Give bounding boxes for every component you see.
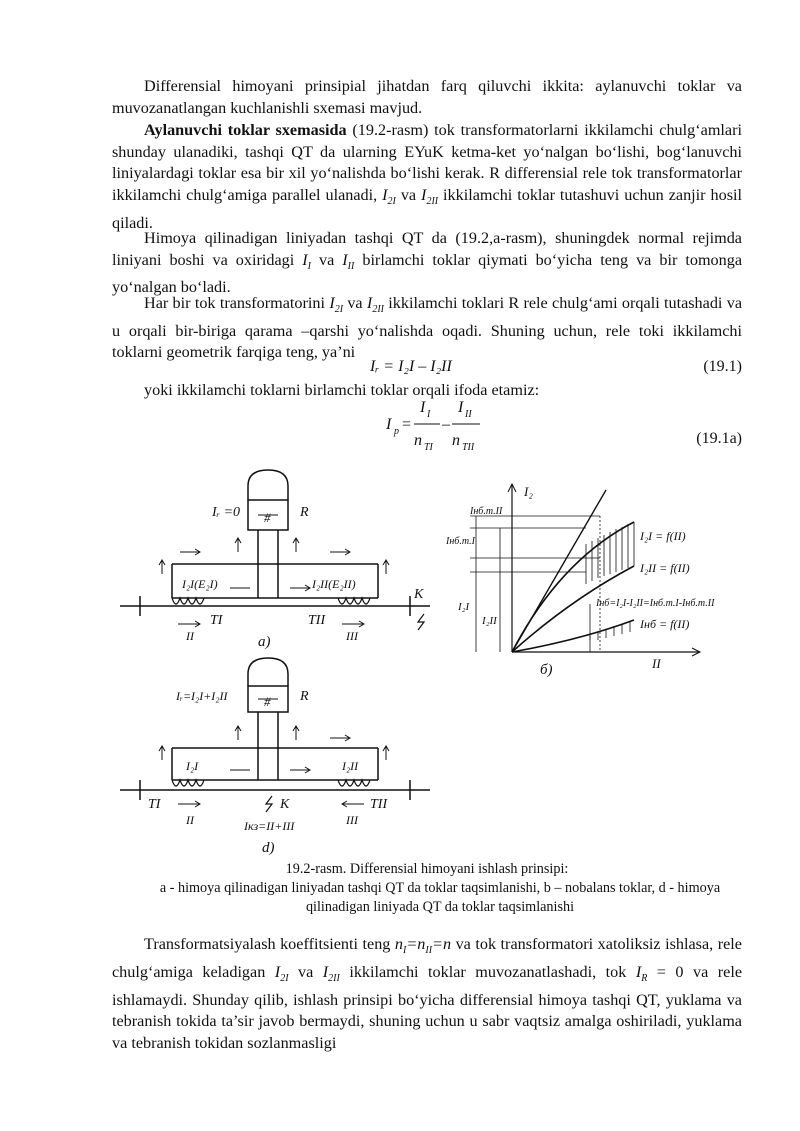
figure-caption-title: 19.2-rasm. Differensial himoyani ishlash prinsipi: [285,861,569,877]
fault-current-d: Iкз=II+III [244,819,295,833]
current-iii-d: III [346,813,358,827]
svg-text:р: р [394,426,399,437]
current-ii-d: II [186,813,194,827]
label-inb-i-b: Iнб.т.I [446,536,475,547]
graph-b [445,484,715,678]
svg-text:I: I [420,399,426,416]
subfigure-label-d: d) [262,840,275,856]
paragraph-relay-current: Har bir tok transformatorini $I_{2I}$ va $I_{2II}$ ikkilamchi toklari R rele chulg‘ami orqali tutashadi va u orqali bir-biriga qarama –qarshi yo‘nalishda oqadi. Shuning uchun, rele toki ikkilamchi toklarni geometrik farqiga teng, ya’ni [112,294,742,362]
fault-point-a: K [414,587,424,602]
ct-ii-label-d: TII [370,797,388,812]
svg-text:#: # [264,694,271,709]
svg-text:n: n [414,432,422,449]
subfigure-label-b: б) [540,662,553,678]
curve-i2ii-label-b: I₂II = f(II) [640,561,690,575]
y-axis-label-b: I₂ [524,484,533,499]
left-ct-label-a: I₂I(E₂I) [182,577,218,591]
svg-text:n: n [452,432,460,449]
curve-inb-label-b: Iнб = f(II) [640,617,690,631]
equation-number-19-1: (19.1) [703,358,742,375]
svg-text:–: – [442,416,450,433]
relay-current-d: Iᵣ=I₂I+I₂II [176,689,228,703]
relay-label-a: R [300,505,309,520]
ct-i-label-d: TI [148,797,161,812]
diagram-a [120,470,430,650]
current-iii-a: III [346,629,358,643]
relay-current-a: Iᵣ =0 [212,505,241,520]
label-i2i-b: I₂I [458,601,470,613]
ct-i-label-a: TI [210,613,223,628]
equation-number-19-1a: (19.1a) [696,430,742,447]
svg-text:I: I [458,399,464,416]
right-ct-label-d: I₂II [342,759,359,773]
x-axis-label-b: II [652,656,661,671]
svg-text:TI: TI [424,442,433,453]
svg-text:I: I [386,416,392,433]
paragraph-transformation-ratio: Transformatsiyalash koeffitsienti teng $n_I=n_{II}=n$ va tok transformatori xatoliksiz ishlasa, rele chulg‘amiga keladigan $I_{2I}$ va $I_{2II}$ ikkilamchi toklar muvozanatlashadi, tok $I_R = 0$ va rele ishlamaydi. Shunday qilib, ishlash prinsipi bo‘yicha differensial himoya tashqi QT, yuklama va tebranish tokida ta’sir javob bermaydi, shuning uchun u sabr vaqtsiz amalga oshiriladi, yuklama va tebranish tokidan sozlanmasligi [112,935,743,1052]
relay-label-d: R [300,689,309,704]
subfigure-label-a: а) [258,634,271,650]
paragraph-circulating-currents: Aylanuvchi toklar sxemasida (19.2-rasm) tok transformatorlarni ikkilamchi chulg‘amlari shunday ulanadiki, tashqi QT da ularning EYuK ketma-ket yo‘nalgan bo‘lishi, bog‘lanuvchi liniyalardagi toklar esa bir xil yo‘nalishda bo‘lishi kerak. R differensial rele tok transformatorlar ikkilamchi chulg‘amiga parallel ulanadi, $I_{2I}$ va $I_{2II}$ ikkilamchi toklar tutashuvi uchun zanjir hosil qiladi. [112,121,742,232]
svg-text:=: = [402,416,412,433]
label-i2ii-b: I₂II [482,615,497,627]
paragraph-expression: yoki ikkilamchi toklarni birlamchi toklar orqali ifoda etamiz: [144,381,540,399]
paragraph-external-fault: Himoya qilinadigan liniyadan tashqi QT da (19.2,a-rasm), shuningdek normal rejimda liniyani boshi va oxiridagi $I_I$ va $I_{II}$ birlamchi toklar qiymati bo‘yicha teng va bir tomonga yo‘nalgan bo‘ladi. [112,229,742,297]
label-inb-ii-b: Iнб.т.II [470,506,503,517]
paragraph-intro: Differensial himoyani prinsipial jihatdan farq qiluvchi ikkita: aylanuvchi toklar va muvozanatlangan kuchlanishli sxemasi mavjud. [112,77,742,117]
left-ct-label-d: I₂I [186,759,199,773]
unbalance-formula-b: Iнб=I₂I-I₂II=Iнб.т.I-Iнб.т.II [596,598,715,609]
curve-i2i-label-b: I₂I = f(II) [640,529,686,543]
current-ii-a: II [186,629,194,643]
ct-ii-label-a: TII [308,613,326,628]
equation-19-1: Iᵣ = I₂I – I₂II [370,358,452,375]
diagram-d [120,658,430,856]
figure-caption-description: a - himoya qilinadigan liniyadan tashqi QT da toklar taqsimlanishi, b – nobalans toklar, d - himoya qilinadigan liniyada QT da toklar taqsimlanishi [159,880,721,915]
svg-text:TII: TII [462,442,475,453]
svg-text:#: # [264,510,271,525]
svg-text:I: I [427,409,431,420]
right-ct-label-a: I₂II(E₂II) [312,577,356,591]
svg-text:II: II [465,409,472,420]
fault-point-d: K [280,797,290,812]
